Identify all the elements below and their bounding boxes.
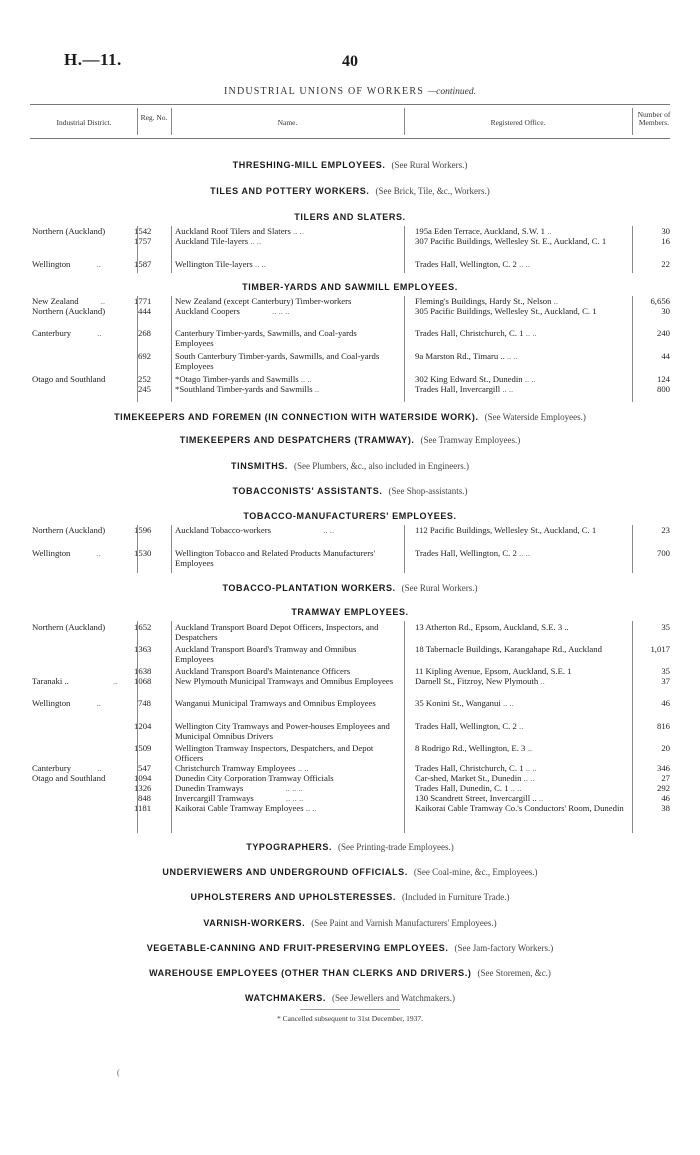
- section-note: (See Tramway Employees.): [420, 435, 521, 445]
- section-title: TRAMWAY EMPLOYEES.: [291, 607, 409, 617]
- office-cell: [415, 722, 628, 732]
- name-cell: Wellington City Tramways and Power-houses Employees and Municipal Omnibus Drivers: [175, 721, 390, 741]
- section-heading: [0, 412, 700, 422]
- reg-cell: 444: [137, 306, 151, 316]
- name-text: Christchurch Tramway Employees: [175, 763, 296, 773]
- leader-dots: ..: [97, 328, 102, 338]
- reg-cell: 848: [137, 793, 151, 803]
- col-header-members: Number of Members.: [637, 110, 671, 127]
- office-text: Car-shed, Market St., Dunedin: [415, 773, 522, 783]
- col-divider: [404, 525, 405, 573]
- leader-dots: ..: [553, 296, 558, 306]
- section-heading: [0, 892, 700, 902]
- district-cell: [32, 699, 132, 709]
- reg-cell: 1094: [134, 773, 152, 783]
- leader-dots: ..: [527, 743, 532, 753]
- section-title: TOBACCONISTS' ASSISTANTS.: [232, 486, 383, 496]
- district-cell: [32, 677, 132, 687]
- members-cell: 44: [661, 351, 670, 361]
- name-text: Dunedin Tramways: [175, 783, 244, 793]
- footnote-rule: [300, 1009, 400, 1010]
- name-cell: Auckland Transport Board's Tramway and Omnibus Employees: [175, 644, 357, 664]
- leader-dots: .. .. ..: [285, 783, 303, 793]
- leader-dots: .. ..: [524, 374, 536, 384]
- section-title: UNDERVIEWERS AND UNDERGROUND OFFICIALS.: [162, 867, 408, 877]
- leader-dots: ..: [519, 721, 524, 731]
- section-note: (See Coal-mine, &c., Employees.): [413, 867, 538, 877]
- reg-cell: 1068: [134, 676, 152, 686]
- section-title: WAREHOUSE EMPLOYEES (OTHER THAN CLERKS AND DRIVERS.): [149, 968, 472, 978]
- header-bottom-rule: [30, 138, 670, 139]
- members-cell: 292: [656, 783, 670, 793]
- district-text: Wellington: [32, 548, 71, 558]
- district-text: Wellington: [32, 698, 71, 708]
- leader-dots: .. ..: [523, 773, 535, 783]
- district-cell: Otago and Southland: [32, 773, 106, 783]
- district-cell: Northern (Auckland): [32, 622, 106, 632]
- reg-cell: 252: [137, 374, 151, 384]
- members-cell: 346: [656, 763, 670, 773]
- document-code: H.—11.: [64, 50, 122, 69]
- reg-cell: 547: [137, 763, 151, 773]
- name-text: Auckland Tobacco-workers: [175, 525, 271, 535]
- reg-cell: 1204: [134, 721, 152, 731]
- members-cell: 37: [661, 676, 670, 686]
- leader-dots: ..: [97, 763, 102, 773]
- district-cell: [32, 260, 132, 270]
- col-divider: [137, 108, 138, 135]
- office-cell: 112 Pacific Buildings, Wellesley St., Auckland, C. 1: [415, 525, 597, 535]
- section-title: VEGETABLE-CANNING AND FRUIT-PRESERVING EMPLOYEES.: [146, 943, 449, 953]
- members-cell: 240: [656, 328, 670, 338]
- office-text: Trades Hall, Christchurch, C. 1: [415, 328, 524, 338]
- name-cell: [175, 237, 396, 247]
- district-cell: [32, 329, 132, 339]
- office-cell: [415, 744, 628, 754]
- section-note: (See Brick, Tile, &c., Workers.): [375, 186, 490, 196]
- section-title: THRESHING-MILL EMPLOYEES.: [232, 160, 386, 170]
- office-cell: Kaikorai Cable Tramway Co.'s Conductors' Room, Dunedin: [415, 803, 624, 813]
- members-cell: 22: [661, 259, 670, 269]
- col-header-reg: Reg. No.: [140, 113, 168, 122]
- section-title: WATCHMAKERS.: [244, 993, 326, 1003]
- reg-cell: 268: [137, 328, 151, 338]
- members-cell: 800: [656, 384, 670, 394]
- reg-cell: 1638: [134, 666, 152, 676]
- section-title: TOBACCO-PLANTATION WORKERS.: [222, 583, 396, 593]
- name-cell: Auckland Transport Board's Maintenance Officers: [175, 666, 351, 676]
- section-note: (See Paint and Varnish Manufacturers' Employees.): [311, 918, 497, 928]
- members-cell: 30: [661, 226, 670, 236]
- section-title: TILES AND POTTERY WORKERS.: [210, 186, 370, 196]
- members-cell: 35: [661, 666, 670, 676]
- section-heading: [0, 435, 700, 445]
- office-text: 9a Marston Rd., Timaru ..: [415, 351, 505, 361]
- members-cell: 1,017: [650, 644, 670, 654]
- name-cell: Wanganui Municipal Tramways and Omnibus Employees: [175, 698, 376, 708]
- office-cell: [415, 699, 628, 709]
- members-cell: 27: [661, 773, 670, 783]
- section-note: (See Rural Workers.): [391, 160, 468, 170]
- leader-dots: .. ..: [510, 783, 522, 793]
- section-note: (See Storemen, &c.): [477, 968, 551, 978]
- section-title: VARNISH-WORKERS.: [203, 918, 306, 928]
- reg-cell: 1771: [134, 296, 152, 306]
- section-title: TINSMITHS.: [231, 461, 289, 471]
- name-cell: [175, 804, 396, 814]
- page-number: 40: [342, 53, 358, 70]
- section-heading: [0, 993, 700, 1003]
- members-cell: 124: [656, 374, 670, 384]
- reg-cell: 1326: [134, 783, 152, 793]
- name-cell: Wellington Tramway Inspectors, Despatchers, and Depot Officers: [175, 743, 374, 763]
- section-heading: [0, 282, 700, 292]
- section-title: TILERS AND SLATERS.: [294, 212, 406, 222]
- section-heading: [0, 943, 700, 953]
- col-divider: [171, 621, 172, 833]
- leader-dots: .. ..: [502, 698, 514, 708]
- col-divider: [404, 226, 405, 273]
- section-heading: [0, 918, 700, 928]
- section-note: (Included in Furniture Trade.): [401, 892, 510, 902]
- district-cell: [32, 549, 132, 559]
- col-divider: [404, 621, 405, 833]
- office-cell: [415, 260, 628, 270]
- col-divider: [171, 525, 172, 573]
- name-cell: [175, 385, 396, 395]
- section-note: (See Shop-assistants.): [388, 486, 468, 496]
- district-text: Taranaki ..: [32, 676, 69, 686]
- section-heading: [0, 186, 700, 196]
- office-cell: [415, 329, 628, 339]
- office-cell: [415, 385, 628, 395]
- leader-dots: .. ..: [519, 259, 530, 269]
- name-text: Invercargill Tramways: [175, 793, 254, 803]
- name-cell: [175, 307, 396, 317]
- name-cell: Auckland Transport Board Depot Officers, Inspectors, and Despatchers: [175, 622, 379, 642]
- col-divider: [171, 296, 172, 402]
- section-note: (See Jewellers and Watchmakers.): [331, 993, 456, 1003]
- leader-dots: ..: [540, 676, 545, 686]
- name-text: Wellington Tile-layers: [175, 259, 253, 269]
- leader-dots: ..: [100, 296, 106, 306]
- reg-cell: 1509: [134, 743, 152, 753]
- members-cell: 20: [661, 743, 670, 753]
- leader-dots: .. ..: [502, 384, 514, 394]
- district-text: Wellington: [32, 259, 71, 269]
- name-cell: Canterbury Timber-yards, Sawmills, and Coal-yards Employees: [175, 328, 357, 348]
- leader-dots: ..: [314, 384, 320, 394]
- section-note: (See Plumbers, &c., also included in Engineers.): [294, 461, 469, 471]
- office-cell: 305 Pacific Buildings, Wellesley St., Auckland, C. 1: [415, 306, 597, 316]
- reg-cell: 1363: [134, 644, 152, 654]
- name-text: *Southland Timber-yards and Sawmills: [175, 384, 313, 394]
- col-header-office: Registered Office.: [490, 118, 546, 127]
- district-text: Canterbury: [32, 328, 72, 338]
- reg-cell: 1757: [134, 236, 152, 246]
- members-cell: 46: [661, 793, 670, 803]
- members-cell: 6,656: [650, 296, 670, 306]
- col-header-district: Industrial District.: [56, 118, 112, 127]
- office-cell: [415, 677, 628, 687]
- section-note: (See Jam-factory Workers.): [454, 943, 554, 953]
- reg-cell: 692: [137, 351, 151, 361]
- reg-cell: 748: [137, 698, 151, 708]
- office-text: Trades Hall, Wellington, C. 2: [415, 548, 517, 558]
- section-title: TIMEKEEPERS AND FOREMEN (IN CONNECTION WITH WATERSIDE WORK).: [114, 412, 479, 422]
- name-cell: Dunedin City Corporation Tramway Officials: [175, 773, 334, 783]
- name-text: Auckland Tile-layers: [175, 236, 249, 246]
- reg-cell: 1530: [134, 548, 152, 558]
- col-divider: [171, 226, 172, 273]
- section-note: (See Printing-trade Employees.): [338, 842, 454, 852]
- leader-dots: .. ..: [506, 351, 518, 361]
- leader-dots: .. ..: [305, 803, 317, 813]
- office-text: Fleming's Buildings, Hardy St., Nelson: [415, 296, 552, 306]
- section-title: TOBACCO-MANUFACTURERS' EMPLOYEES.: [243, 511, 457, 521]
- district-cell: Northern (Auckland): [32, 226, 106, 236]
- section-heading: [0, 867, 700, 877]
- section-title: UPHOLSTERERS AND UPHOLSTERESSES.: [190, 892, 396, 902]
- leader-dots: ..: [96, 548, 101, 558]
- reg-cell: 1652: [134, 622, 152, 632]
- leader-dots: .. ..: [297, 763, 309, 773]
- office-cell: [415, 549, 628, 559]
- leader-dots: ..: [96, 259, 101, 269]
- office-cell: 13 Atherton Rd., Epsom, Auckland, S.E. 3 ..: [415, 622, 569, 632]
- leader-dots: .. ..: [323, 525, 334, 535]
- office-text: 195a Eden Terrace, Auckland, S.W. 1: [415, 226, 545, 236]
- leader-dots: .. ..: [250, 236, 262, 246]
- office-cell: 11 Kipling Avenue, Epsom, Auckland, S.E. 1: [415, 666, 572, 676]
- office-text: 130 Scandrett Street, Invercargill ..: [415, 793, 537, 803]
- leader-dots: ..: [538, 793, 544, 803]
- district-cell: Otago and Southland: [32, 374, 106, 384]
- name-text: *Otago Timber-yards and Sawmills: [175, 374, 299, 384]
- office-text: Darnell St., Fitzroy, New Plymouth: [415, 676, 539, 686]
- members-cell: 23: [661, 525, 670, 535]
- reg-cell: 1181: [134, 803, 152, 813]
- leader-dots: .. ..: [293, 226, 304, 236]
- leader-dots: .. ..: [519, 548, 530, 558]
- district-cell: Northern (Auckland): [32, 525, 106, 535]
- members-cell: 700: [656, 548, 670, 558]
- leader-dots: .. .. ..: [272, 306, 290, 316]
- office-text: Trades Hall, Wellington, C. 2: [415, 721, 517, 731]
- office-cell: 18 Tabernacle Buildings, Karangahape Rd., Auckland: [415, 644, 602, 654]
- name-cell: [175, 260, 396, 270]
- section-heading: [0, 461, 700, 471]
- office-text: 8 Rodrigo Rd., Wellington, E. 3: [415, 743, 526, 753]
- col-divider: [404, 296, 405, 402]
- table-title-suffix: —continued.: [427, 87, 476, 97]
- name-cell: New Zealand (except Canterbury) Timber-workers: [175, 296, 352, 306]
- reg-cell: 1587: [134, 259, 152, 269]
- district-cell: Northern (Auckland): [32, 306, 106, 316]
- leader-dots: .. ..: [525, 328, 537, 338]
- office-text: Trades Hall, Christchurch, C. 1: [415, 763, 524, 773]
- section-note: (See Rural Workers.): [401, 583, 478, 593]
- members-cell: 16: [661, 236, 670, 246]
- section-title: TIMEKEEPERS AND DESPATCHERS (TRAMWAY).: [179, 435, 415, 445]
- members-cell: 35: [661, 622, 670, 632]
- reg-cell: 1542: [134, 226, 152, 236]
- section-title: TYPOGRAPHERS.: [246, 842, 333, 852]
- header-top-rule: [30, 104, 670, 105]
- leader-dots: .. ..: [300, 374, 312, 384]
- col-header-name: Name.: [277, 118, 298, 127]
- name-text: Kaikorai Cable Tramway Employees: [175, 803, 304, 813]
- section-heading: [0, 212, 700, 222]
- office-text: Trades Hall, Wellington, C. 2: [415, 259, 517, 269]
- leader-dots: .. .. ..: [285, 793, 304, 803]
- name-cell: Wellington Tobacco and Related Products Manufacturers' Employees: [175, 548, 376, 568]
- section-heading: [0, 160, 700, 170]
- table-title: [0, 86, 700, 97]
- section-title: TIMBER-YARDS AND SAWMILL EMPLOYEES.: [242, 282, 458, 292]
- leader-dots: .. ..: [254, 259, 266, 269]
- table-title-text: INDUSTRIAL UNIONS OF WORKERS: [224, 86, 424, 97]
- name-cell: South Canterbury Timber-yards, Sawmills, and Coal-yards Employees: [175, 351, 380, 371]
- leader-dots: ..: [96, 698, 101, 708]
- members-cell: 38: [661, 803, 670, 813]
- section-heading: [0, 486, 700, 496]
- section-heading: [0, 607, 700, 617]
- leader-dots: .. ..: [525, 763, 537, 773]
- section-heading: [0, 511, 700, 521]
- reg-cell: 1596: [134, 525, 152, 535]
- office-text: Trades Hall, Invercargill: [415, 384, 501, 394]
- section-heading: [0, 842, 700, 852]
- office-cell: 307 Pacific Buildings, Wellesley St. E., Auckland, C. 1: [415, 236, 607, 246]
- office-cell: [415, 352, 628, 362]
- leader-dots: ..: [547, 226, 552, 236]
- members-cell: 816: [656, 721, 670, 731]
- name-cell: [175, 526, 396, 536]
- office-text: 302 King Edward St., Dunedin: [415, 374, 523, 384]
- stray-mark: (: [117, 1068, 120, 1077]
- district-text: New Zealand: [32, 296, 79, 306]
- footnote: * Cancelled subsequent to 31st December, 1937.: [277, 1014, 423, 1023]
- section-heading: [0, 583, 700, 593]
- name-text: Auckland Coopers: [175, 306, 240, 316]
- section-note: (See Waterside Employees.): [484, 412, 586, 422]
- name-cell: New Plymouth Municipal Tramways and Omnibus Employees: [175, 676, 394, 686]
- members-cell: 30: [661, 306, 670, 316]
- reg-cell: 245: [137, 384, 151, 394]
- leader-dots: ..: [112, 676, 118, 686]
- members-cell: 46: [661, 698, 670, 708]
- office-text: 35 Konini St., Wanganui: [415, 698, 501, 708]
- district-text: Canterbury: [32, 763, 72, 773]
- section-heading: [0, 968, 700, 978]
- office-text: Trades Hall, Dunedin, C. 1: [415, 783, 509, 793]
- name-text: Auckland Roof Tilers and Slaters: [175, 226, 291, 236]
